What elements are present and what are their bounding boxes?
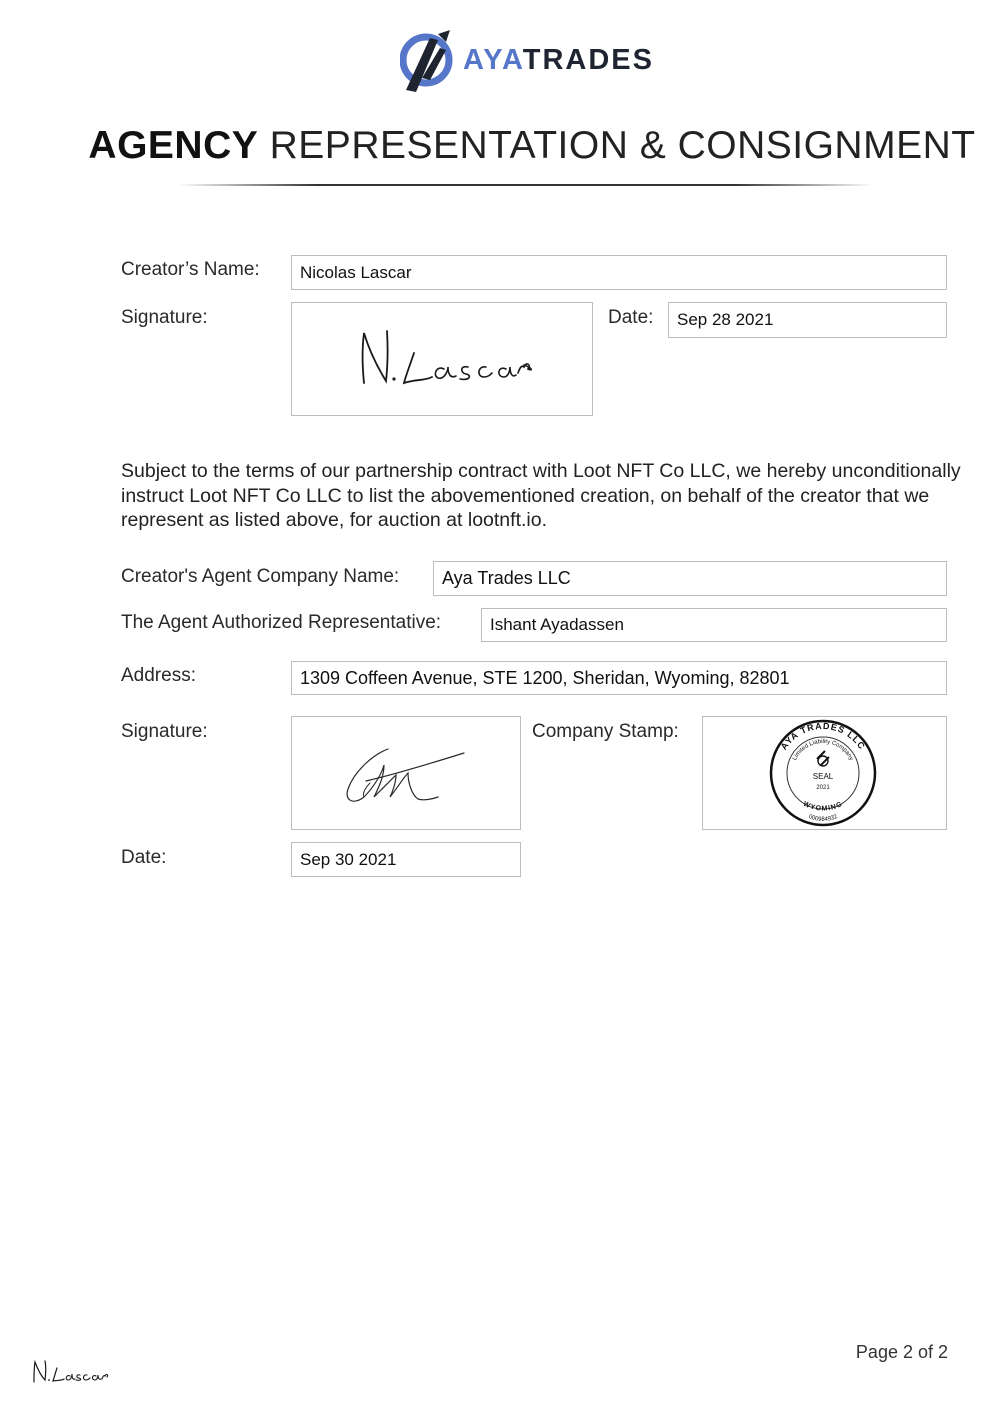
agent-date-field[interactable]: Sep 30 2021	[291, 842, 521, 877]
svg-text:SEAL: SEAL	[812, 772, 834, 781]
title-rest: REPRESENTATION & CONSIGNMENT	[269, 124, 976, 167]
agent-date-label: Date:	[121, 847, 167, 868]
agent-representative-label: The Agent Authorized Representative:	[121, 612, 442, 633]
svg-text:WYOMING: WYOMING	[801, 800, 845, 813]
company-stamp-label: Company Stamp:	[532, 721, 679, 742]
brand-wordmark	[463, 44, 654, 77]
svg-text:AYA TRADES LLC: AYA TRADES LLC	[778, 720, 868, 752]
creator-date-field[interactable]: Sep 28 2021	[668, 302, 947, 338]
svg-text:Limited Liability Company: Limited Liability Company	[792, 738, 854, 762]
agent-representative-field[interactable]: Ishant Ayadassen	[481, 608, 947, 642]
agent-signature-label: Signature:	[121, 721, 208, 742]
company-seal-icon	[703, 717, 946, 829]
footer-initials-icon	[30, 1356, 110, 1388]
creator-signature-icon	[292, 303, 592, 415]
agent-signature-icon	[292, 717, 520, 829]
brand-name-part1: AYA	[463, 44, 523, 76]
creator-name-label: Creator’s Name:	[121, 259, 260, 280]
agent-signature-box[interactable]	[291, 716, 521, 830]
agent-company-label: Creator's Agent Company Name:	[121, 566, 400, 587]
consignment-statement: Subject to the terms of our partnership contract with Loot NFT Co LLC, we hereby unconditionally instruct Loot NFT Co LLC to list the abovementioned creation, on behalf of the creator that we represent as listed above, for auction at lootnft.io.	[121, 460, 961, 531]
brand-name-part2: TRADES	[522, 44, 654, 76]
document-title	[0, 124, 1000, 168]
creator-date-label: Date:	[608, 307, 654, 328]
agent-company-field[interactable]: Aya Trades LLC	[433, 561, 947, 596]
page-number: Page 2 of 2	[855, 1342, 948, 1362]
creator-signature-label: Signature:	[121, 307, 208, 328]
address-label: Address:	[121, 665, 196, 686]
creator-name-field[interactable]: Nicolas Lascar	[291, 255, 947, 290]
creator-signature-box[interactable]	[291, 302, 593, 416]
svg-text:2021: 2021	[816, 785, 830, 791]
title-divider	[178, 184, 874, 186]
address-field[interactable]: 1309 Coffeen Avenue, STE 1200, Sheridan, Wyoming, 82801	[291, 661, 947, 695]
svg-text:000984932: 000984932	[807, 814, 839, 823]
title-bold: AGENCY	[88, 124, 259, 167]
company-stamp-box	[702, 716, 947, 830]
